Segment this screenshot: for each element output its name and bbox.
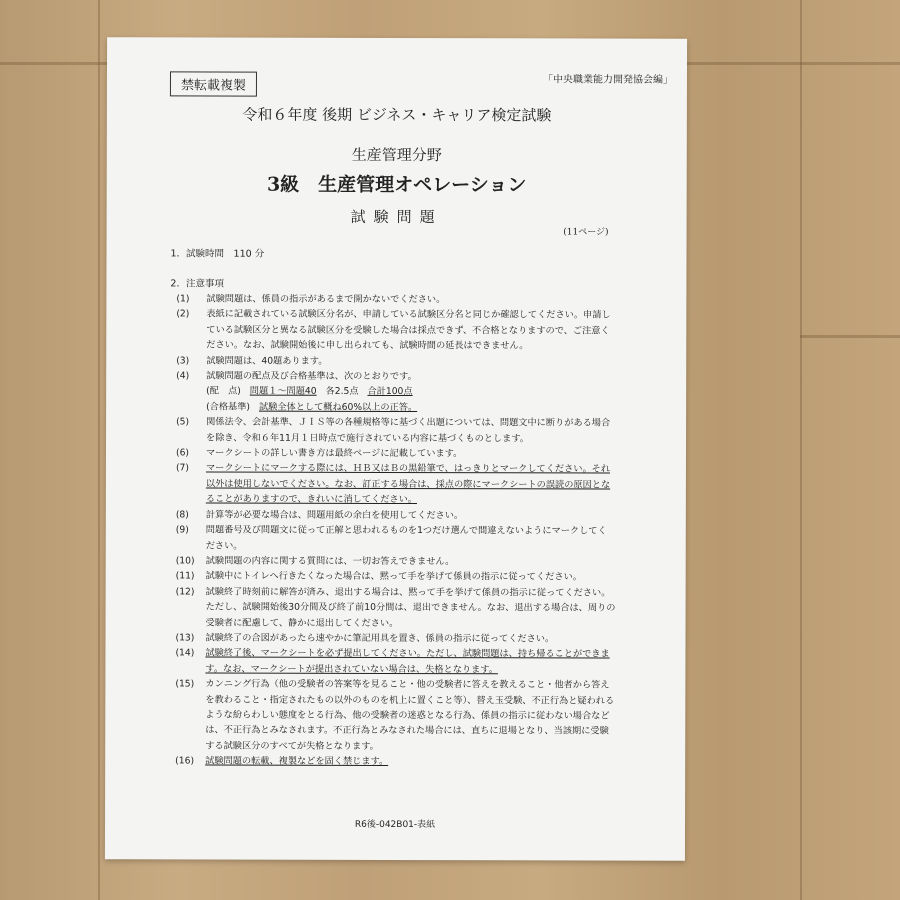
note-item: (13) 試験終了の合図があったら速やかに筆記用具を置き、係員の指示に従ってください。 xyxy=(175,632,555,645)
note-item: (2) 表紙に記載されている試験区分名が、申請している試験区分名と同じか確認してください。申請している試験区分と異なる試験区分を受験した場合は採点できず、不合格となりますので、ご注意ください。なお、試験開始後に申し出られても、試験時間の延長はできません。 xyxy=(176,308,611,352)
wood-seam xyxy=(98,0,100,900)
note-item: (6) マークシートの詳しい書き方は最終ページに記載しています。 xyxy=(175,447,463,460)
notes-list xyxy=(175,291,616,770)
note-item: (15) カンニング行為（他の受験者の答案等を見ること・他の受験者に答えを教えること・他者から答えを教わること・指定されたもの以外のものを机上に置くこと等）、替え玉受験、不正行為と疑われるような紛らわしい態度をとる行為、他の受験者の迷惑となる行為、係員の指示に従わない場合などは、不正行為とみなされます。不正行為とみなされた場合には、直ちに退場となり、当該期に受験する試験区分のすべてが失格となります。 xyxy=(175,678,615,752)
field-name: 生産管理分野 xyxy=(351,145,442,165)
note-item: (4) 試験問題の配点及び合格基準は、次のとおりです。 xyxy=(176,370,417,383)
scoring-points: (配 点) 問題１～問題40 各2.5点 合計100点 xyxy=(206,385,413,398)
publisher-note: 「中央職業能力開発協会編」 xyxy=(542,74,673,86)
note-item: (9) 問題番号及び問題文に従って正解と思われるものを1つだけ選んで間違えないようにマークしてください。 xyxy=(175,524,607,552)
note-item: (12) 試験終了時刻前に解答が済み、退出する場合は、黙って手を挙げて係員の指示に従ってください。ただし、試験開始後30分間及び終了前10分間は、退出できません。なお、退出する場合は、周りの受験者に配慮して、静かに退出してください。 xyxy=(175,586,616,629)
note-item: (14) 試験終了後、マークシートを必ず提出してください。ただし、試験問題は、持ち帰ることができます。なお、マークシートが提出されていない場合は、失格となります。 xyxy=(175,647,610,676)
paper-label: 試験問題 xyxy=(350,207,443,227)
note-item: (16) 試験問題の転載、複製などを固く禁じます。 xyxy=(175,755,389,768)
exam-cover-sheet xyxy=(105,37,687,861)
page-count: (11ページ) xyxy=(563,227,609,238)
exam-time: 1．試験時間 110 分 xyxy=(170,248,265,260)
notes-heading: 2．注意事項 xyxy=(170,278,224,290)
note-item: (11) 試験中にトイレへ行きたくなった場合は、黙って手を挙げて係員の指示に従ってください。 xyxy=(175,570,582,583)
note-item: (8) 計算等が必要な場合は、問題用紙の余白を使用してください。 xyxy=(175,509,464,521)
footer-code: R6後-042B01-表紙 xyxy=(354,819,436,831)
note-item: (3) 試験問題は、40題あります。 xyxy=(176,355,328,367)
note-item: (7) マークシートにマークする際には、ＨＢ又はＢの黒鉛筆で、はっきりとマークしてください。それ以外は使用しないでください。なお、訂正する場合は、採点の際にマークシートの誤読の原因となることがありますので、きれいに消してください。 xyxy=(175,462,611,506)
note-item: (5) 関係法令、会計基準、ＪＩＳ等の各種規格等に基づく出題については、問題文中に断りがある場合を除き、令和６年11月１日時点で施行されている内容に基づくものとします。 xyxy=(176,416,611,445)
wood-seam xyxy=(800,0,802,900)
note-item: (1) 試験問題は、係員の指示があるまで開かないでください。 xyxy=(176,293,446,306)
exam-title: 令和６年度 後期 ビジネス・キャリア検定試験 xyxy=(242,105,552,125)
subject-title: 3級 生産管理オペレーション xyxy=(266,173,527,197)
no-reproduction-stamp: 禁転載複製 xyxy=(170,71,257,96)
scoring-pass: (合格基準) 試験全体として概ね60%以上の正答。 xyxy=(206,401,418,413)
note-item: (10) 試験問題の内容に関する質問には、一切お答えできません。 xyxy=(175,555,455,568)
wood-seam xyxy=(800,335,900,338)
